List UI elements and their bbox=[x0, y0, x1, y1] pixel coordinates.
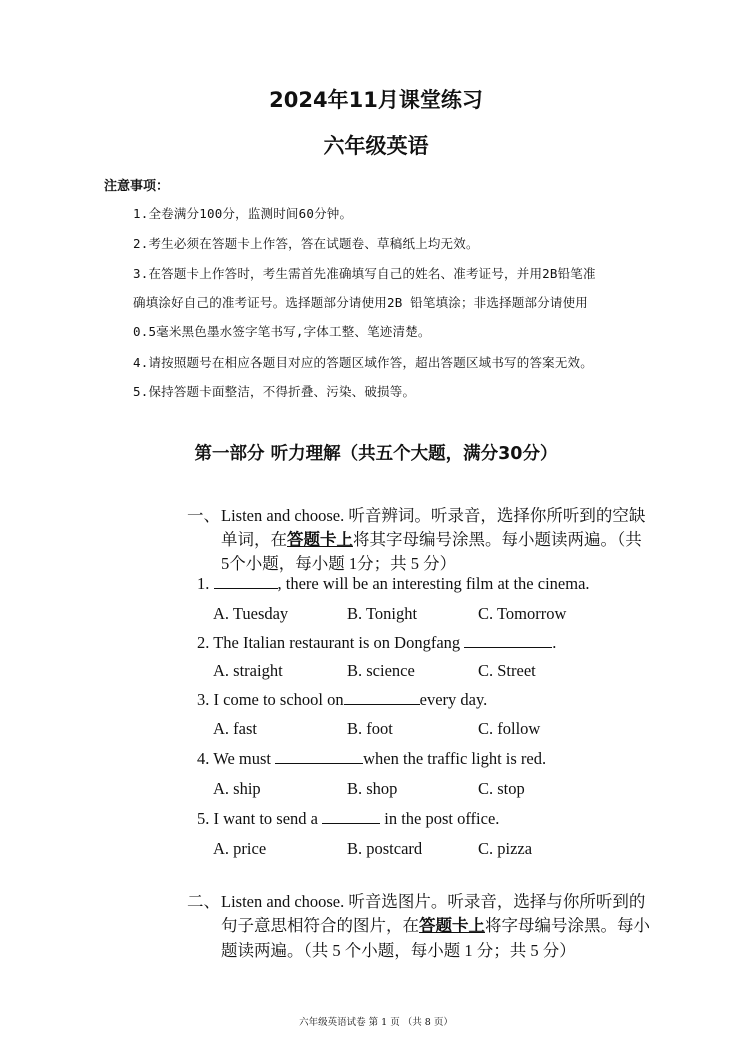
question-2-option-c: C. Street bbox=[478, 661, 536, 680]
question-3-option-b: B. foot bbox=[347, 719, 393, 738]
notice-line-7: 5.保持答题卡面整洁，不得折叠、污染、破损等。 bbox=[133, 384, 416, 399]
question-2-post: . bbox=[552, 633, 557, 652]
section1-line2-post: 将其字母编号涂黑。每小题读两遍。（共 bbox=[353, 530, 642, 549]
notice-heading: 注意事项： bbox=[104, 179, 170, 194]
exam-subtitle: 六年级英语 bbox=[323, 134, 429, 158]
section2-instruction-line3: 题读两遍。（共 5 个小题，每小题 1 分；共 5 分） bbox=[221, 941, 576, 960]
question-1-blank bbox=[214, 574, 278, 589]
section1-number: 一、 bbox=[187, 506, 220, 525]
section1-instruction-line1: Listen and choose. 听音辨词。听录音，选择你所听到的空缺 bbox=[221, 506, 646, 525]
question-4-blank bbox=[275, 749, 363, 764]
question-3-blank bbox=[344, 690, 420, 705]
notice-line-4: 确填涂好自己的准考证号。选择题部分请使用2B 铅笔填涂；非选择题部分请使用 bbox=[133, 295, 588, 310]
question-1-option-c: C. Tomorrow bbox=[478, 604, 567, 623]
question-5-pre: 5. I want to send a bbox=[197, 809, 323, 828]
question-1 bbox=[197, 574, 590, 594]
section1-line2-pre: 单词，在 bbox=[221, 530, 287, 549]
question-4-pre: 4. We must bbox=[197, 749, 276, 768]
question-4-option-b: B. shop bbox=[347, 779, 398, 798]
question-5-option-c: C. pizza bbox=[478, 839, 533, 858]
question-5-option-a: A. price bbox=[213, 839, 267, 858]
question-2-blank bbox=[464, 633, 552, 648]
notice-line-5: 0.5毫米黑色墨水签字笔书写,字体工整、笔迹清楚。 bbox=[133, 324, 431, 339]
section2-number: 二、 bbox=[187, 892, 220, 911]
section1-instruction-line3: 5个小题，每小题 1分；共 5 分） bbox=[221, 554, 457, 573]
question-4 bbox=[197, 749, 546, 769]
question-1-option-b: B. Tonight bbox=[347, 604, 418, 623]
question-1-pre: 1. bbox=[197, 574, 214, 593]
question-1-post: , there will be an interesting film at the cinema. bbox=[277, 574, 590, 593]
question-5-option-b: B. postcard bbox=[347, 839, 423, 858]
section2-line2-pre: 句子意思相符合的图片，在 bbox=[221, 916, 419, 935]
section1-instruction-line2 bbox=[221, 526, 642, 550]
question-3-pre: 3. I come to school on bbox=[197, 690, 344, 709]
question-5-post: in the post office. bbox=[380, 809, 500, 828]
section2-instruction-line1: Listen and choose. 听音选图片。听录音，选择与你所听到的 bbox=[221, 892, 646, 911]
question-3-option-a: A. fast bbox=[213, 719, 257, 738]
question-2 bbox=[197, 633, 556, 653]
answer-sheet-emphasis: 答题卡上 bbox=[287, 530, 353, 549]
question-5 bbox=[197, 809, 499, 829]
question-2-option-a: A. straight bbox=[213, 661, 283, 680]
notice-line-3: 3.在答题卡上作答时，考生需首先准确填写自己的姓名、准考证号，并用2B铅笔准 bbox=[133, 266, 596, 281]
question-3 bbox=[197, 690, 487, 710]
page-footer: 六年级英语试卷 第 1 页 （共 8 页） bbox=[299, 1017, 453, 1028]
question-3-option-c: C. follow bbox=[478, 719, 541, 738]
question-1-option-a: A. Tuesday bbox=[213, 604, 289, 623]
answer-sheet-emphasis: 答题卡上 bbox=[419, 916, 485, 935]
question-2-pre: 2. The Italian restaurant is on Dongfang bbox=[197, 633, 465, 652]
section2-instruction-line2 bbox=[221, 912, 650, 936]
question-4-option-a: A. ship bbox=[213, 779, 261, 798]
question-5-blank bbox=[322, 809, 380, 824]
notice-line-1: 1.全卷满分100分，监测时间60分钟。 bbox=[133, 206, 353, 221]
section2-line2-post: 将字母编号涂黑。每小 bbox=[485, 916, 650, 935]
exam-title: 2024年11月课堂练习 bbox=[269, 88, 483, 112]
notice-line-6: 4.请按照题号在相应各题目对应的答题区域作答，超出答题区域书写的答案无效。 bbox=[133, 355, 593, 370]
notice-line-2: 2.考生必须在答题卡上作答，答在试题卷、草稿纸上均无效。 bbox=[133, 236, 479, 251]
question-2-option-b: B. science bbox=[347, 661, 415, 680]
part1-heading: 第一部分 听力理解（共五个大题，满分30分） bbox=[194, 444, 558, 464]
question-4-post: when the traffic light is red. bbox=[363, 749, 547, 768]
question-4-option-c: C. stop bbox=[478, 779, 525, 798]
question-3-post: every day. bbox=[419, 690, 488, 709]
